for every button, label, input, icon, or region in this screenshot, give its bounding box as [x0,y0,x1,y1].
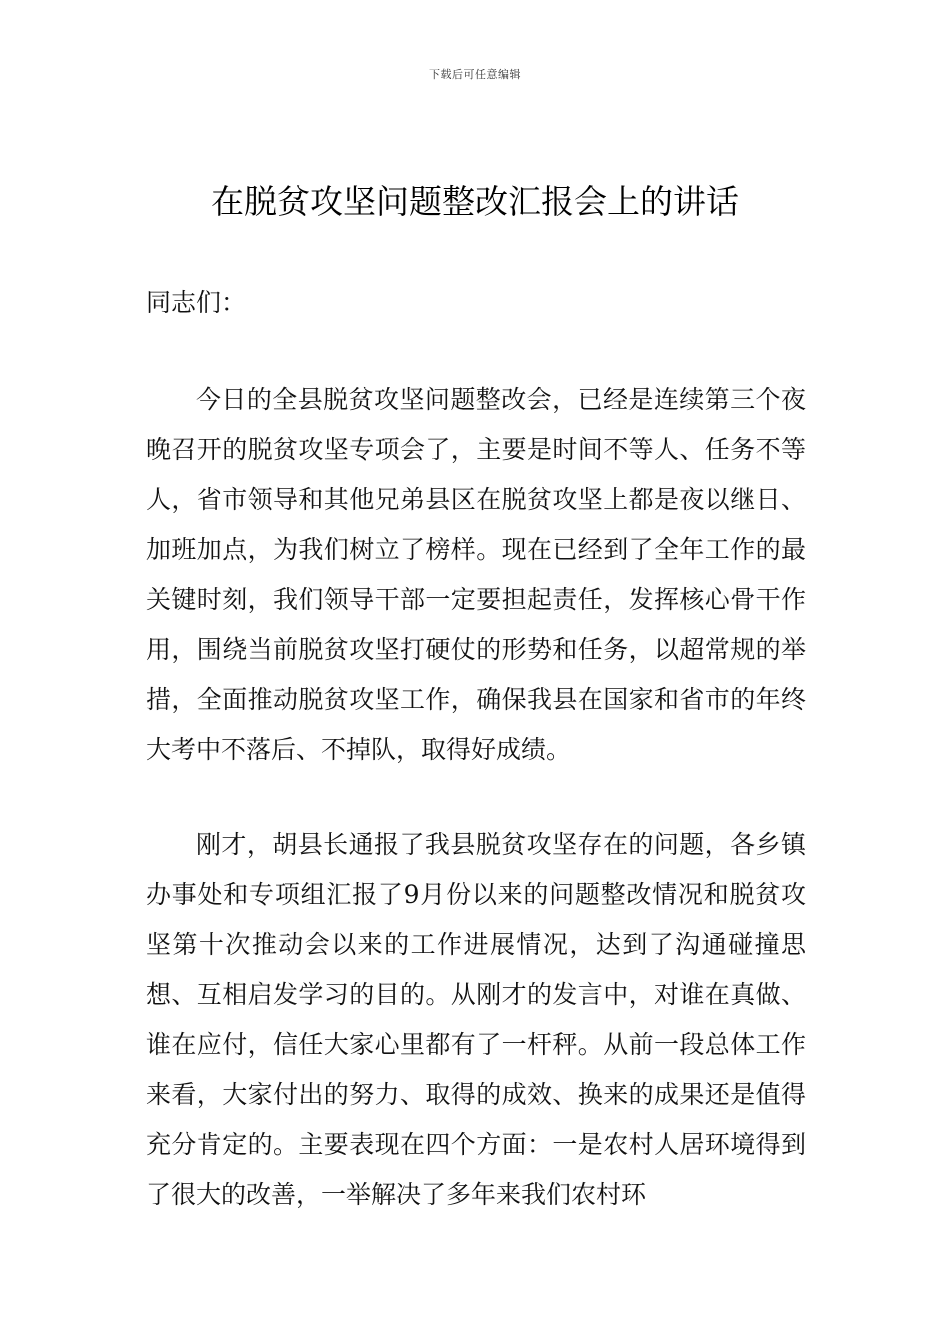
paragraph-2: 刚才，胡县长通报了我县脱贫攻坚存在的问题，各乡镇办事处和专项组汇报了9月份以来的问题整改情况和脱贫攻坚第十次推动会以来的工作进展情况，达到了沟通碰撞思想、互相启发学习的目的。从刚才的发言中，对谁在真做、谁在应付，信任大家心里都有了一杆秤。从前一段总体工作来看，大家付出的努力、取得的成效、换来的成果还是值得充分肯定的。主要表现在四个方面：一是农村人居环境得到了很大的改善，一举解决了多年来我们农村环 [146,830,806,1209]
salutation: 同志们： [146,288,247,317]
paragraph-1: 今日的全县脱贫攻坚问题整改会，已经是连续第三个夜晚召开的脱贫攻坚专项会了，主要是时间不等人、任务不等人，省市领导和其他兄弟县区在脱贫攻坚上都是夜以继日、加班加点，为我们树立了榜样。现在已经到了全年工作的最关键时刻，我们领导干部一定要担起责任，发挥核心骨干作用，围绕当前脱贫攻坚打硬仗的形势和任务，以超常规的举措，全面推动脱贫攻坚工作，确保我县在国家和省市的年终大考中不落后、不掉队，取得好成绩。 [146,385,806,764]
document-title: 在脱贫攻坚问题整改汇报会上的讲话 [211,182,739,221]
header-note: 下载后可任意编辑 [429,68,521,81]
